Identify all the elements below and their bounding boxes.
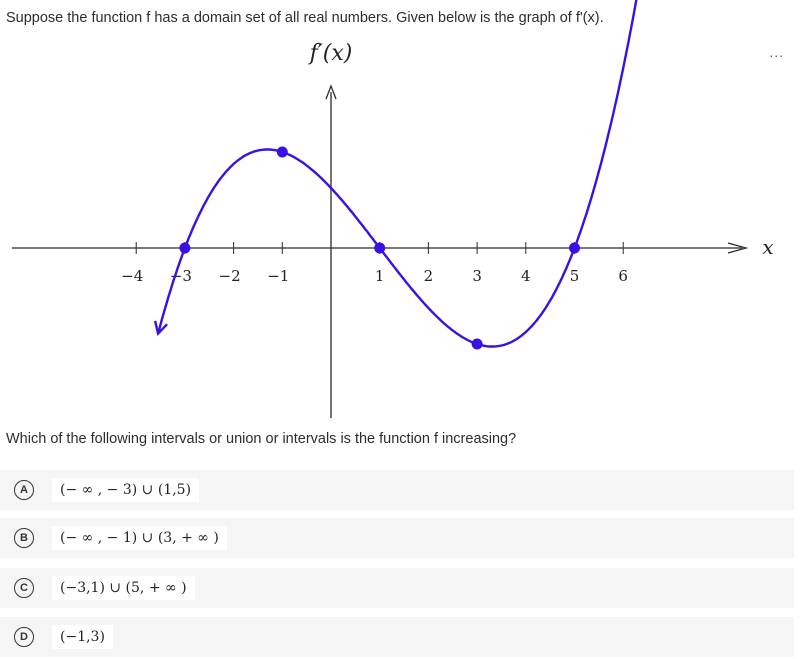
choice-letter: C (14, 578, 34, 598)
choice-a[interactable] (0, 470, 794, 510)
chart-title: f′(x) (309, 41, 353, 66)
choice-b[interactable] (0, 518, 794, 558)
x-tick-label: 5 (569, 267, 580, 285)
x-tick-label: 2 (423, 267, 434, 285)
choice-text: (−1,3) (52, 625, 113, 649)
x-tick-label: −4 (121, 267, 144, 285)
x-tick-label: 4 (521, 267, 531, 285)
x-tick-label: −2 (218, 267, 241, 285)
x-tick-label: 1 (374, 267, 385, 285)
curve-layer (155, 0, 663, 347)
choice-d[interactable] (0, 617, 794, 657)
marked-point (277, 147, 288, 158)
choice-text: (− ∞ , − 3) ∪ (1,5) (52, 478, 199, 502)
choice-letter: A (14, 480, 34, 500)
marked-point (472, 339, 483, 350)
choice-c[interactable] (0, 568, 794, 608)
choice-letter: D (14, 627, 34, 647)
x-tick-label: −3 (169, 267, 192, 285)
x-tick-label: 6 (618, 267, 628, 285)
question-text: Suppose the function f has a domain set of all real numbers. Given below is the graph of f'(x). (6, 10, 604, 26)
x-tick-label: −1 (267, 267, 290, 285)
question-prompt: Which of the following intervals or union or intervals is the function f increasing? (6, 431, 517, 447)
marked-point (569, 243, 580, 254)
more-options-icon[interactable]: ... (769, 44, 784, 60)
marked-point (374, 243, 385, 254)
choice-text: (− ∞ , − 1) ∪ (3, + ∞ ) (52, 526, 227, 550)
marked-point (179, 243, 190, 254)
x-axis-label: x (762, 235, 774, 259)
choice-text: (−3,1) ∪ (5, + ∞ ) (52, 576, 195, 600)
x-tick-label: 3 (472, 267, 482, 285)
derivative-curve (158, 0, 658, 347)
choice-letter: B (14, 528, 34, 548)
